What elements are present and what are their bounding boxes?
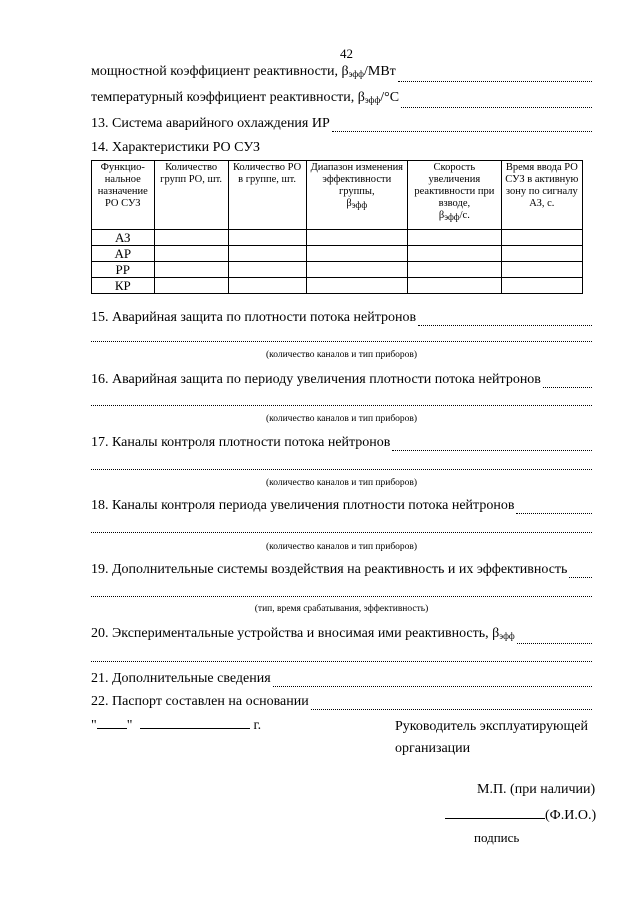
caption-channels: (количество каналов и тип приборов) [265,414,418,424]
table-cell [408,278,502,294]
table-cell [228,278,306,294]
header-groups-count: Количество групп РО, шт. [154,161,228,230]
table-cell [154,262,228,278]
row-label: КР [92,278,155,294]
table-cell [408,230,502,246]
table-cell [408,262,502,278]
table-row [92,230,583,246]
table-cell [408,246,502,262]
table-cell [501,262,582,278]
header-efficiency-range: Диапазон изменения эффективности группы, $\beta_{эфф}$ [306,161,408,230]
item-19-line: 19. Дополнительные системы воздействия на реактивность и их эффективность [91,562,592,578]
date-field: " " г. [91,718,262,733]
header-ro-in-group: Количество РО в группе, шт. [228,161,306,230]
row-label: АР [92,246,155,262]
header-function: Функцио-нальное назначение РО СУЗ [92,161,155,230]
caption-channels: (количество каналов и тип приборов) [265,478,418,488]
table-cell [306,278,408,294]
signature-label: подпись [474,830,520,845]
table-row [92,262,583,278]
caption-channels: (количество каналов и тип приборов) [265,350,418,360]
table-cell [501,278,582,294]
fill-line [91,341,592,342]
ro-suz-table [91,160,583,294]
table-row [92,246,583,262]
item-22-line: 22. Паспорт составлен на основании [91,694,592,710]
temperature-coefficient-line: температурный коэффициент реактивности, $\beta_{эфф}/^\circ С$ [91,90,592,108]
header-insertion-time: Время ввода РО СУЗ в активную зону по сигналу АЗ, с. [501,161,582,230]
fill-line [91,532,592,533]
fill-line [91,469,592,470]
fill-line [91,596,592,597]
table-cell [501,246,582,262]
item-13-line: 13. Система аварийного охлаждения ИР [91,116,592,132]
fill-line [91,405,592,406]
power-coefficient-line: мощностной коэффициент реактивности, $\beta_{эфф}$/МВт [91,64,592,82]
table-cell [154,246,228,262]
table-cell [306,230,408,246]
item-16-line: 16. Аварийная защита по периоду увеличения плотности потока нейтронов [91,372,592,388]
table-cell [154,230,228,246]
table-cell [228,246,306,262]
table-header-row [92,161,583,230]
fill-line [91,661,592,662]
item-21-line: 21. Дополнительные сведения [91,671,592,687]
header-reactivity-speed: Скорость увеличения реактивности при взводе, $\beta_{эфф}/с$. [408,161,502,230]
table-cell [501,230,582,246]
table-cell [228,262,306,278]
row-label: АЗ [92,230,155,246]
stamp-label: М.П. (при наличии) [477,782,596,797]
item-15-line: 15. Аварийная защита по плотности потока нейтронов [91,310,592,326]
page-number: 42 [340,46,353,61]
item-14-heading: 14. Характеристики РО СУЗ [91,140,261,155]
item-20-line: 20. Экспериментальные устройства и вносимая ими реактивность, $\beta_{эфф}$ [91,626,592,644]
table-cell [306,262,408,278]
table-cell [228,230,306,246]
caption-type-time: (тип, время срабатывания, эффективность) [254,604,429,614]
row-label: РР [92,262,155,278]
caption-channels: (количество каналов и тип приборов) [265,542,418,552]
item-18-line: 18. Каналы контроля периода увеличения плотности потока нейтронов [91,498,592,514]
table-row [92,278,583,294]
table-cell [306,246,408,262]
head-title: Руководитель эксплуатирующей организации [395,719,588,756]
item-17-line: 17. Каналы контроля плотности потока нейтронов [91,435,592,451]
table-cell [154,278,228,294]
fio-field: (Ф.И.О.) [445,806,596,824]
